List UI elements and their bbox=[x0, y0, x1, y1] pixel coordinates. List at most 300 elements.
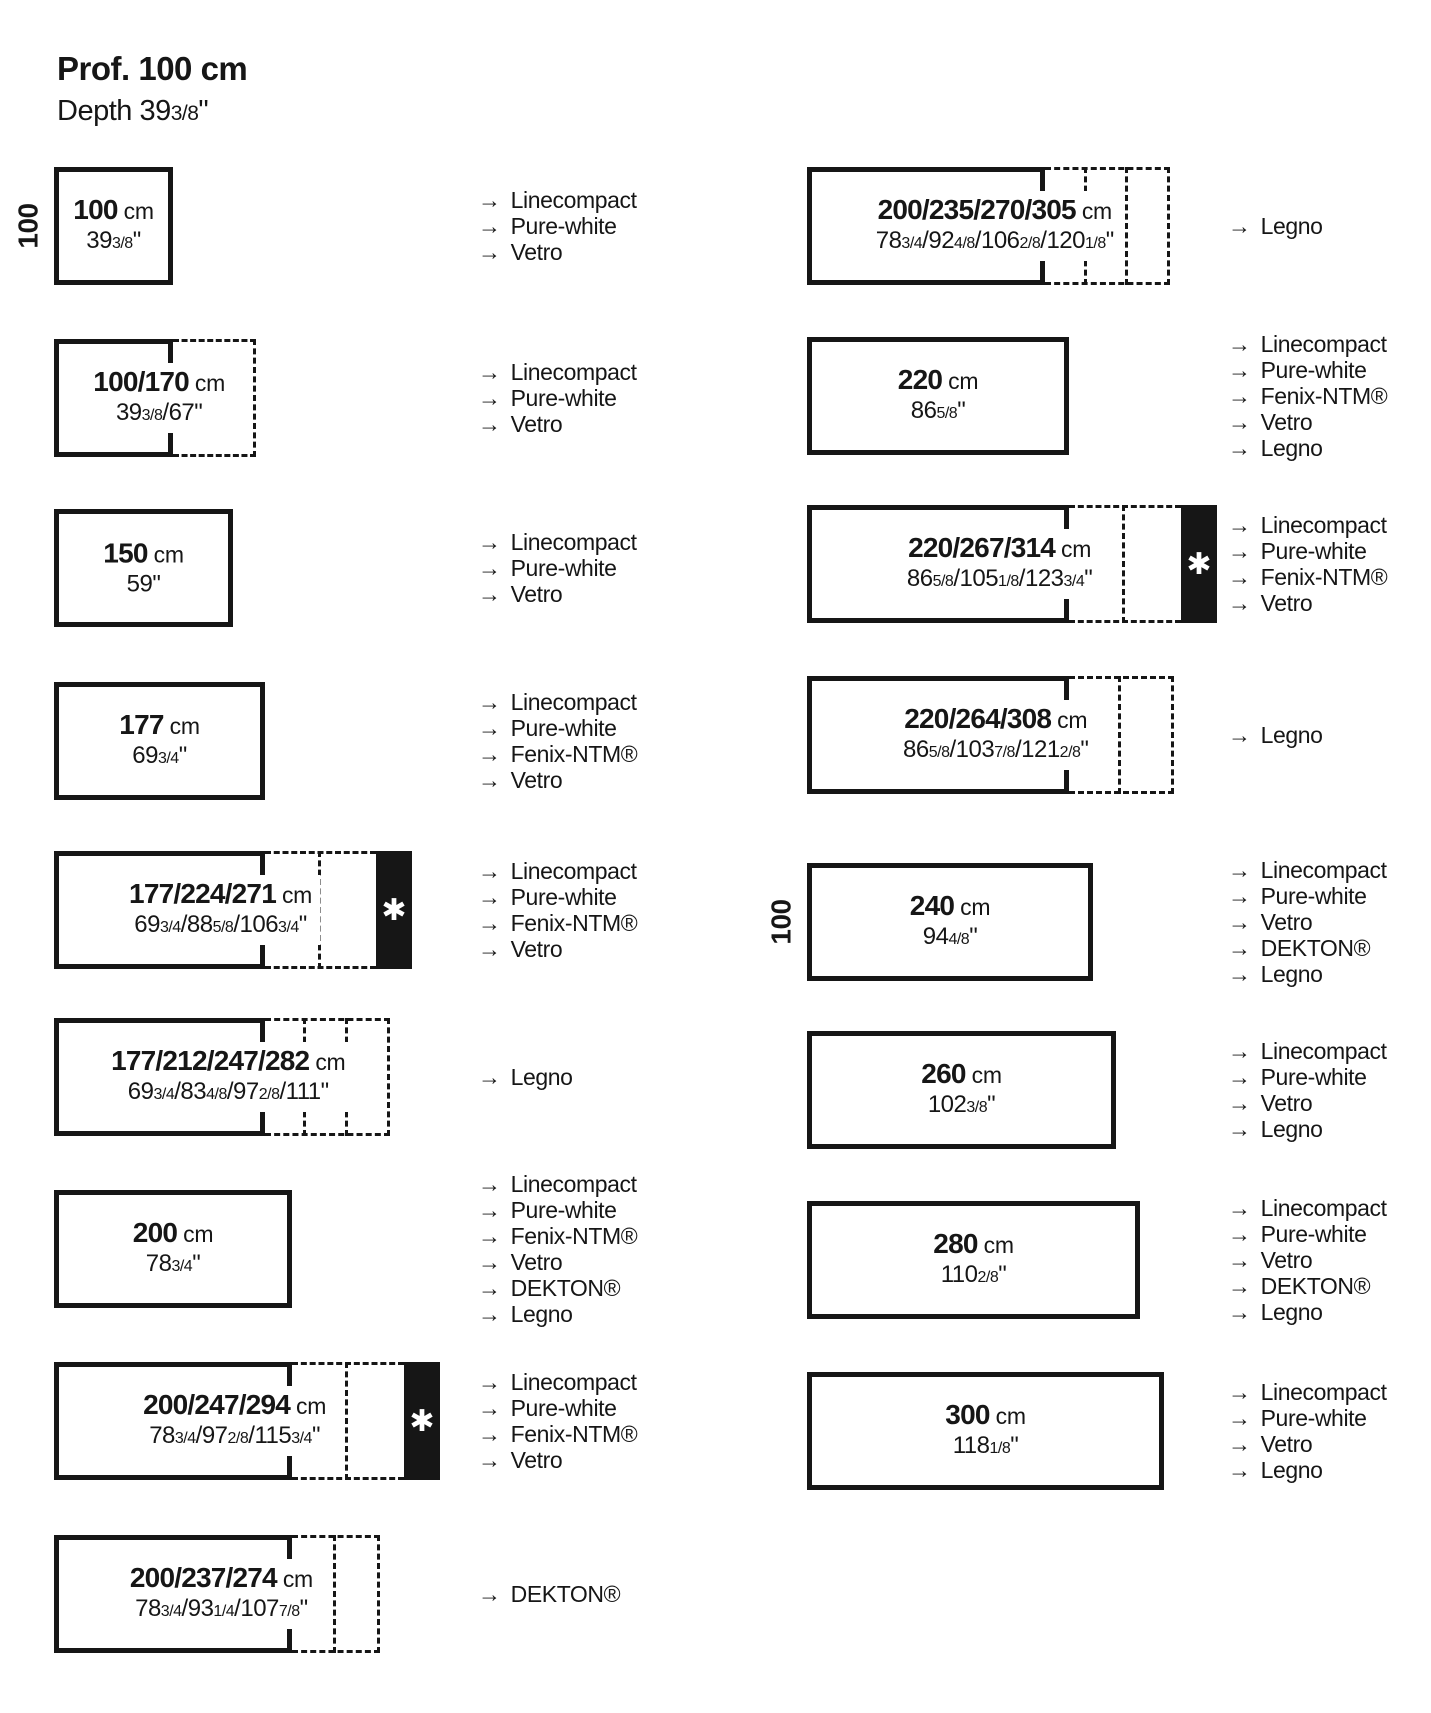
material-list bbox=[1228, 857, 1387, 987]
inch-dimension bbox=[111, 1078, 345, 1109]
material-item bbox=[478, 1301, 637, 1327]
material-label: Vetro bbox=[1260, 1090, 1313, 1116]
material-item bbox=[478, 1421, 637, 1447]
material-item bbox=[478, 884, 637, 910]
inch-value: 118 bbox=[952, 1432, 990, 1459]
inch-value: " bbox=[1010, 1432, 1019, 1459]
material-list bbox=[1228, 1195, 1387, 1325]
arrow-icon: → bbox=[478, 910, 501, 936]
material-label: Vetro bbox=[510, 1249, 563, 1275]
material-item bbox=[478, 715, 637, 741]
arrow-icon: → bbox=[1228, 538, 1251, 564]
cm-value: 100/170 bbox=[93, 366, 189, 397]
inch-value: /123 bbox=[1018, 565, 1064, 592]
arrow-icon: → bbox=[478, 411, 501, 437]
inch-value: " bbox=[298, 911, 307, 938]
size-label bbox=[890, 361, 986, 431]
cm-unit: cm bbox=[153, 541, 184, 568]
size-label bbox=[121, 875, 320, 945]
inch-value: " bbox=[299, 1595, 308, 1622]
material-item bbox=[1228, 1038, 1387, 1064]
cm-value: 240 bbox=[909, 890, 955, 921]
material-label: Linecompact bbox=[510, 359, 637, 385]
cm-value: 177/212/247/282 bbox=[111, 1045, 310, 1076]
cm-unit: cm bbox=[315, 1049, 346, 1075]
cm-dimension bbox=[133, 1217, 213, 1250]
subtitle-text: " bbox=[198, 95, 209, 127]
inch-fraction: 2/8 bbox=[1019, 235, 1041, 252]
material-label: DEKTON® bbox=[1260, 1273, 1371, 1299]
material-label: Legno bbox=[1260, 961, 1323, 987]
material-item bbox=[1228, 909, 1387, 935]
arrow-icon: → bbox=[478, 936, 501, 962]
material-item bbox=[1228, 1431, 1387, 1457]
material-item bbox=[478, 910, 637, 936]
material-label: Fenix-NTM® bbox=[510, 910, 638, 936]
material-label: Pure-white bbox=[510, 385, 617, 411]
cm-unit: cm bbox=[183, 1221, 214, 1247]
size-label bbox=[895, 700, 1096, 770]
material-label: Vetro bbox=[510, 767, 563, 793]
arrow-icon: → bbox=[1228, 435, 1251, 461]
arrow-icon: → bbox=[478, 385, 501, 411]
depth-ruler-label bbox=[14, 167, 44, 285]
subtitle-fraction: 3/8 bbox=[170, 102, 199, 125]
material-item bbox=[1228, 357, 1387, 383]
extension-outer-edge bbox=[387, 1018, 390, 1136]
material-label: Fenix-NTM® bbox=[1260, 383, 1388, 409]
size-figure bbox=[54, 509, 233, 627]
material-list bbox=[1228, 213, 1323, 239]
inch-value: 94 bbox=[922, 923, 949, 950]
inch-fraction: 3/8 bbox=[141, 407, 163, 424]
material-label: Fenix-NTM® bbox=[510, 1223, 638, 1249]
arrow-icon: → bbox=[1228, 409, 1251, 435]
arrow-icon: → bbox=[1228, 1379, 1251, 1405]
extension-divider bbox=[1122, 505, 1125, 623]
arrow-icon: → bbox=[1228, 512, 1251, 538]
cm-value: 200/247/294 bbox=[143, 1389, 291, 1420]
material-label: Fenix-NTM® bbox=[1260, 564, 1388, 590]
inch-value: " bbox=[192, 1250, 201, 1277]
size-figure bbox=[54, 1190, 292, 1308]
inch-value: 86 bbox=[910, 397, 937, 424]
material-label: Pure-white bbox=[510, 213, 617, 239]
material-item bbox=[1228, 722, 1323, 748]
arrow-icon: → bbox=[478, 1369, 501, 1395]
material-item bbox=[1228, 538, 1387, 564]
material-item bbox=[1228, 935, 1387, 961]
asterisk-icon: ✱ bbox=[409, 1404, 435, 1439]
depth-ruler-label bbox=[767, 863, 797, 981]
inch-dimension bbox=[910, 923, 990, 954]
cm-unit: cm bbox=[281, 882, 313, 908]
cm-value: 150 bbox=[103, 537, 148, 569]
inch-value: " bbox=[957, 397, 966, 424]
cm-unit: cm bbox=[282, 1566, 313, 1592]
material-label: Legno bbox=[1260, 1116, 1323, 1142]
size-figure bbox=[54, 1018, 390, 1136]
inch-fraction: 1/8 bbox=[1084, 235, 1106, 252]
size-label bbox=[899, 529, 1100, 599]
material-item bbox=[478, 858, 637, 884]
extension-divider bbox=[1118, 676, 1121, 794]
inch-value: " bbox=[132, 227, 141, 254]
material-label: Fenix-NTM® bbox=[510, 1421, 638, 1447]
cm-dimension bbox=[93, 366, 225, 399]
inch-value: " bbox=[320, 1078, 329, 1105]
material-item bbox=[478, 239, 637, 265]
cm-dimension bbox=[119, 709, 199, 742]
material-label: Vetro bbox=[510, 581, 563, 607]
material-label: Linecompact bbox=[1260, 1379, 1387, 1405]
arrow-icon: → bbox=[1228, 961, 1251, 987]
cm-unit: cm bbox=[1057, 707, 1088, 733]
material-item bbox=[1228, 383, 1387, 409]
extension-bottom-edge bbox=[265, 1133, 390, 1136]
cm-value: 280 bbox=[933, 1228, 978, 1259]
material-item bbox=[478, 1369, 637, 1395]
inch-dimension bbox=[93, 399, 225, 430]
cm-dimension bbox=[129, 878, 312, 911]
material-item bbox=[1228, 961, 1387, 987]
material-item bbox=[1228, 409, 1387, 435]
cm-unit: cm bbox=[123, 198, 154, 224]
cm-dimension bbox=[111, 1045, 345, 1078]
inch-value: /111 bbox=[279, 1078, 321, 1105]
arrow-icon: → bbox=[478, 1223, 501, 1249]
inch-fraction: 5/8 bbox=[928, 744, 950, 761]
inch-fraction: 7/8 bbox=[994, 744, 1015, 761]
cm-unit: cm bbox=[960, 894, 991, 920]
material-list bbox=[1228, 512, 1387, 616]
arrow-icon: → bbox=[1228, 383, 1251, 409]
inch-fraction: 7/8 bbox=[278, 1603, 300, 1620]
material-list bbox=[478, 1369, 637, 1473]
material-item bbox=[1228, 435, 1387, 461]
cm-value: 300 bbox=[945, 1399, 990, 1430]
cm-dimension bbox=[907, 532, 1092, 565]
cm-dimension bbox=[876, 194, 1114, 227]
inch-fraction: 3/4 bbox=[278, 919, 299, 936]
arrow-icon: → bbox=[478, 858, 501, 884]
material-label: Linecompact bbox=[510, 858, 637, 884]
material-item bbox=[478, 187, 637, 213]
inch-dimension bbox=[933, 1261, 1013, 1292]
material-label: Linecompact bbox=[1260, 331, 1387, 357]
material-label: DEKTON® bbox=[1260, 935, 1371, 961]
arrow-icon: → bbox=[1228, 1064, 1251, 1090]
inch-value: /103 bbox=[949, 736, 995, 763]
arrow-icon: → bbox=[478, 715, 501, 741]
arrow-icon: → bbox=[478, 1301, 501, 1327]
material-item bbox=[1228, 1090, 1387, 1116]
material-item bbox=[1228, 1221, 1387, 1247]
inch-value: 86 bbox=[903, 736, 929, 763]
material-item bbox=[478, 1171, 637, 1197]
size-figure bbox=[807, 167, 1170, 285]
size-figure bbox=[54, 682, 265, 800]
material-label: Pure-white bbox=[510, 1395, 617, 1421]
extension-top-edge bbox=[1045, 167, 1170, 170]
material-item bbox=[478, 936, 637, 962]
material-item bbox=[1228, 883, 1387, 909]
inch-fraction: 3/8 bbox=[111, 235, 133, 252]
material-item bbox=[1228, 564, 1387, 590]
size-figure bbox=[54, 851, 412, 969]
subtitle-text: Depth 39 bbox=[57, 95, 171, 127]
material-item bbox=[478, 529, 637, 555]
cm-value: 177 bbox=[119, 709, 164, 740]
cm-unit: cm bbox=[1061, 536, 1092, 562]
cm-value: 177/224/271 bbox=[129, 878, 276, 909]
inch-value: 69 bbox=[134, 911, 160, 938]
inch-value: /121 bbox=[1014, 736, 1060, 763]
inch-value: /120 bbox=[1040, 227, 1085, 254]
inch-value: /93 bbox=[181, 1595, 214, 1622]
cm-dimension bbox=[921, 1058, 1001, 1091]
material-item bbox=[478, 1223, 637, 1249]
arrow-icon: → bbox=[1228, 1195, 1251, 1221]
inch-value: " bbox=[969, 923, 978, 950]
material-item bbox=[478, 1197, 637, 1223]
material-item bbox=[1228, 1405, 1387, 1431]
material-label: Vetro bbox=[1260, 590, 1313, 616]
inch-value: 86 bbox=[906, 565, 933, 592]
inch-fraction: 3/4 bbox=[153, 1086, 175, 1103]
inch-value: " bbox=[998, 1261, 1007, 1288]
material-item bbox=[1228, 1064, 1387, 1090]
arrow-icon: → bbox=[1228, 909, 1251, 935]
material-list bbox=[478, 689, 637, 793]
depth-value: 100 bbox=[766, 899, 797, 945]
extension-bottom-edge bbox=[292, 1477, 404, 1480]
inch-dimension bbox=[133, 1250, 213, 1281]
arrow-icon: → bbox=[478, 359, 501, 385]
inch-fraction: 5/8 bbox=[212, 919, 234, 936]
material-list bbox=[1228, 722, 1323, 748]
size-figure bbox=[13, 167, 173, 285]
inch-value: 39 bbox=[86, 227, 112, 254]
material-label: Legno bbox=[1260, 435, 1323, 461]
cm-value: 200/237/274 bbox=[129, 1562, 277, 1593]
arrow-icon: → bbox=[478, 689, 501, 715]
material-label: Vetro bbox=[1260, 1247, 1313, 1273]
size-label bbox=[85, 363, 233, 433]
material-label: Legno bbox=[1260, 213, 1323, 239]
cm-dimension bbox=[103, 538, 183, 571]
inch-value: 69 bbox=[132, 742, 158, 769]
cm-dimension bbox=[143, 1389, 326, 1422]
inch-fraction: 2/8 bbox=[977, 1269, 999, 1286]
material-item bbox=[1228, 1379, 1387, 1405]
arrow-icon: → bbox=[478, 1171, 501, 1197]
cm-dimension bbox=[910, 890, 990, 923]
extension-bottom-edge bbox=[1069, 620, 1181, 623]
arrow-icon: → bbox=[1228, 1431, 1251, 1457]
material-list bbox=[478, 359, 637, 437]
star-option-box bbox=[376, 851, 412, 969]
cm-value: 260 bbox=[921, 1058, 966, 1089]
inch-value: /105 bbox=[953, 565, 999, 592]
extension-bottom-edge bbox=[292, 1650, 380, 1653]
cm-value: 200/235/270/305 bbox=[877, 194, 1076, 225]
inch-fraction: 3/4 bbox=[901, 235, 923, 252]
material-label: Linecompact bbox=[1260, 512, 1387, 538]
material-list bbox=[478, 187, 637, 265]
material-item bbox=[478, 1395, 637, 1421]
material-item bbox=[1228, 213, 1323, 239]
size-label bbox=[125, 1214, 221, 1284]
cm-value: 100 bbox=[73, 194, 118, 225]
size-figure bbox=[807, 1031, 1116, 1149]
inch-value: /106 bbox=[233, 911, 279, 938]
inch-value: " bbox=[311, 1422, 320, 1449]
material-label: Fenix-NTM® bbox=[510, 741, 638, 767]
size-figure bbox=[807, 1201, 1140, 1319]
inch-fraction: 2/8 bbox=[1059, 744, 1081, 761]
inch-fraction: 3/4 bbox=[291, 1430, 312, 1447]
material-item bbox=[478, 767, 637, 793]
arrow-icon: → bbox=[1228, 1038, 1251, 1064]
page-title: Prof. 100 cm bbox=[57, 50, 248, 87]
inch-dimension bbox=[876, 227, 1114, 258]
star-option-box bbox=[404, 1362, 440, 1480]
material-label: Pure-white bbox=[1260, 883, 1367, 909]
material-label: Pure-white bbox=[1260, 1064, 1367, 1090]
inch-value: " bbox=[178, 742, 187, 769]
extension-top-edge bbox=[1069, 676, 1174, 679]
size-figure bbox=[54, 339, 256, 457]
arrow-icon: → bbox=[478, 555, 501, 581]
size-label bbox=[122, 1559, 321, 1629]
page-subtitle bbox=[57, 94, 247, 131]
inch-fraction: 2/8 bbox=[227, 1430, 249, 1447]
cm-value: 200 bbox=[132, 1217, 178, 1248]
extension-top-edge bbox=[265, 1018, 390, 1021]
extension-bottom-edge bbox=[1045, 282, 1170, 285]
size-label bbox=[902, 887, 998, 957]
material-item bbox=[478, 741, 637, 767]
arrow-icon: → bbox=[1228, 331, 1251, 357]
arrow-icon: → bbox=[478, 187, 501, 213]
inch-fraction: 1/8 bbox=[989, 1440, 1011, 1457]
material-item bbox=[478, 555, 637, 581]
material-label: Pure-white bbox=[510, 555, 617, 581]
inch-value: " bbox=[1084, 565, 1093, 592]
cm-unit: cm bbox=[1081, 198, 1112, 224]
cm-dimension bbox=[933, 1228, 1013, 1261]
inch-fraction: 4/8 bbox=[954, 235, 975, 252]
material-item bbox=[478, 1447, 637, 1473]
inch-value: 78 bbox=[145, 1250, 172, 1277]
inch-fraction: 5/8 bbox=[932, 573, 954, 590]
size-figure bbox=[807, 337, 1069, 455]
inch-fraction: 3/8 bbox=[966, 1099, 988, 1116]
cm-unit: cm bbox=[296, 1393, 327, 1419]
material-list bbox=[478, 1064, 573, 1090]
size-figure bbox=[766, 863, 1093, 981]
arrow-icon: → bbox=[478, 581, 501, 607]
material-label: Linecompact bbox=[1260, 1038, 1387, 1064]
arrow-icon: → bbox=[478, 1581, 501, 1607]
arrow-icon: → bbox=[1228, 590, 1251, 616]
material-item bbox=[478, 1275, 637, 1301]
inch-value: /67 bbox=[162, 399, 195, 426]
material-label: Pure-white bbox=[510, 715, 617, 741]
cm-unit: cm bbox=[948, 368, 979, 394]
size-label bbox=[913, 1055, 1009, 1125]
extension-top-edge bbox=[173, 339, 256, 342]
extension-outer-edge bbox=[1167, 167, 1170, 285]
asterisk-icon: ✱ bbox=[1186, 547, 1212, 582]
inch-value: /115 bbox=[248, 1422, 292, 1449]
arrow-icon: → bbox=[1228, 1116, 1251, 1142]
arrow-icon: → bbox=[1228, 1273, 1251, 1299]
material-item bbox=[1228, 1247, 1387, 1273]
inch-value: " bbox=[1080, 736, 1089, 763]
arrow-icon: → bbox=[478, 239, 501, 265]
inch-dimension bbox=[119, 742, 199, 773]
extension-bottom-edge bbox=[173, 454, 256, 457]
material-item bbox=[1228, 1273, 1387, 1299]
cm-dimension bbox=[945, 1399, 1025, 1432]
size-label bbox=[868, 191, 1122, 261]
extension-bottom-edge bbox=[1069, 791, 1174, 794]
material-label: Pure-white bbox=[1260, 357, 1367, 383]
arrow-icon: → bbox=[1228, 1247, 1251, 1273]
inch-fraction: 3/4 bbox=[1063, 573, 1085, 590]
material-label: Pure-white bbox=[1260, 1221, 1367, 1247]
material-item bbox=[1228, 1457, 1387, 1483]
material-list bbox=[478, 1171, 637, 1327]
arrow-icon: → bbox=[478, 1447, 501, 1473]
inch-dimension bbox=[73, 227, 153, 258]
extension-outer-edge bbox=[377, 1535, 380, 1653]
material-list bbox=[478, 858, 637, 962]
extension-divider bbox=[333, 1535, 336, 1653]
inch-dimension bbox=[143, 1422, 326, 1453]
material-item bbox=[1228, 590, 1387, 616]
inch-dimension bbox=[907, 565, 1092, 596]
arrow-icon: → bbox=[1228, 1090, 1251, 1116]
cm-unit: cm bbox=[995, 1403, 1026, 1429]
size-figure bbox=[807, 505, 1217, 623]
material-label: Pure-white bbox=[1260, 538, 1367, 564]
depth-value: 100 bbox=[13, 203, 44, 249]
asterisk-icon: ✱ bbox=[381, 893, 407, 928]
material-label: Vetro bbox=[1260, 909, 1313, 935]
inch-value: /106 bbox=[974, 227, 1020, 254]
material-label: Linecompact bbox=[510, 1369, 637, 1395]
material-item bbox=[1228, 331, 1387, 357]
extension-top-edge bbox=[1069, 505, 1181, 508]
extension-divider bbox=[1125, 167, 1128, 285]
material-item bbox=[1228, 512, 1387, 538]
inch-value: /97 bbox=[226, 1078, 259, 1105]
size-label bbox=[111, 706, 207, 776]
material-item bbox=[478, 689, 637, 715]
cm-value: 220/267/314 bbox=[908, 532, 1056, 563]
material-item bbox=[478, 581, 637, 607]
material-item bbox=[478, 1581, 620, 1607]
material-label: Vetro bbox=[510, 1447, 563, 1473]
inch-dimension bbox=[103, 571, 183, 599]
arrow-icon: → bbox=[478, 213, 501, 239]
material-item bbox=[478, 385, 637, 411]
inch-fraction: 3/4 bbox=[157, 750, 179, 767]
material-label: Pure-white bbox=[510, 884, 617, 910]
